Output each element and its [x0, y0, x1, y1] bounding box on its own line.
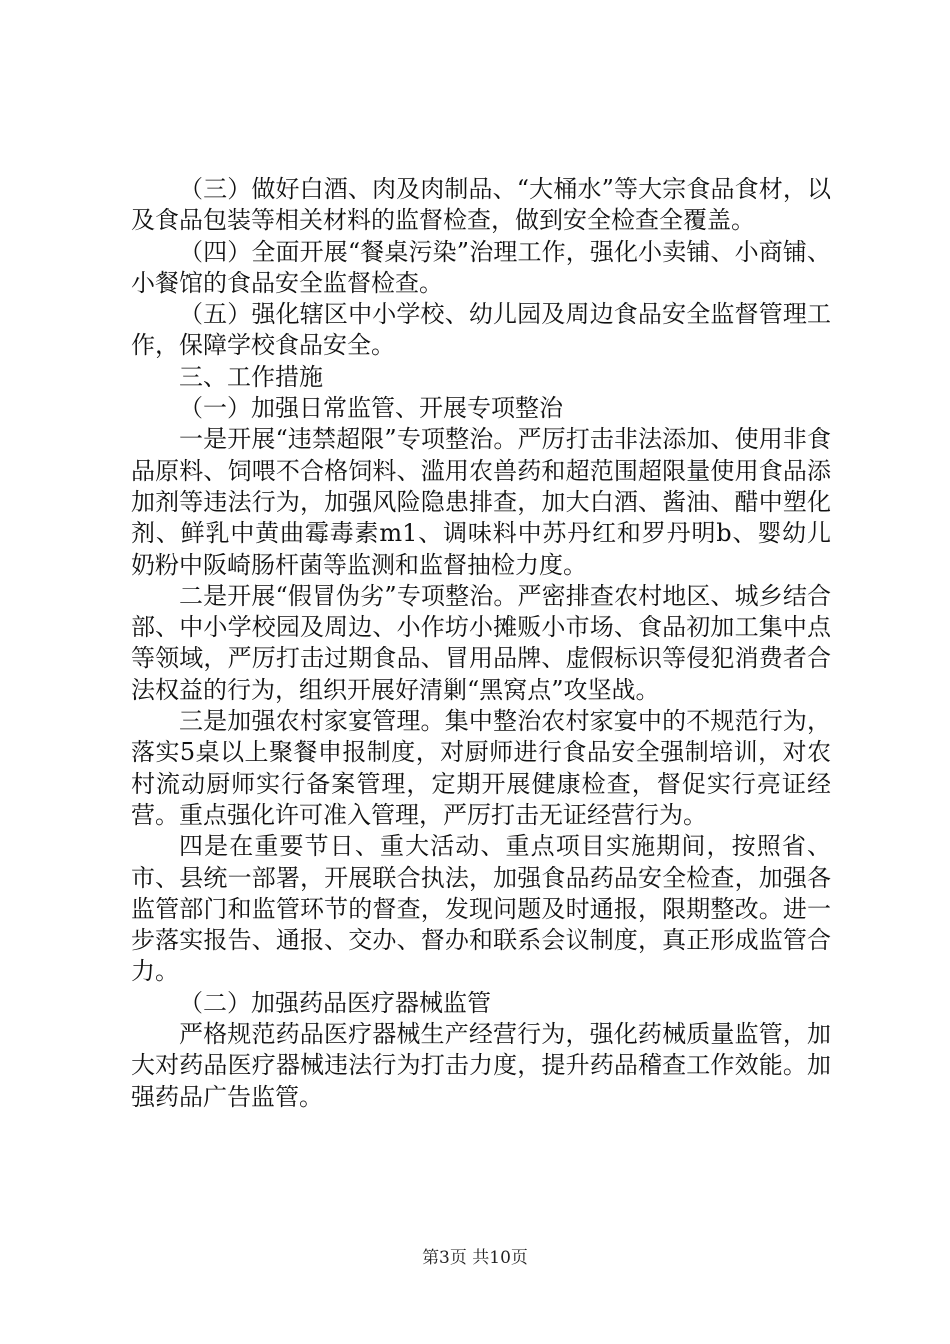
section-heading-work-measures: 三、工作措施	[179, 362, 323, 391]
paragraph-measure-4: 四是在重要节日、重大活动、重点项目实施期间，按照省、市、县统一部署，开展联合执法，加强食品药品安全检查，加强各监管部门和监管环节的督查，发现问题及时通报，限期整改。进一步落实报告、通报、交办、督办和联系会议制度，真正形成监管合力。	[131, 832, 831, 986]
document-body	[131, 174, 831, 1113]
paragraph-measure-3: 三是加强农村家宴管理。集中整治农村家宴中的不规范行为，落实5桌以上聚餐申报制度，对厨师进行食品安全强制培训，对农村流动厨师实行备案管理，定期开展健康检查，督促实行亮证经营。重点强化许可准入管理，严厉打击无证经营行为。	[131, 707, 831, 829]
subsection-heading-1: （一）加强日常监管、开展专项整治	[179, 394, 563, 423]
paragraph-item-5: （五）强化辖区中小学校、幼儿园及周边食品安全监督管理工作，保障学校食品安全。	[131, 300, 831, 360]
paragraph-measure-1: 一是开展“违禁超限”专项整治。严厉打击非法添加、使用非食品原料、饲喂不合格饲料、滥用农兽药和超范围超限量使用食品添加剂等违法行为，加强风险隐患排查，加大白酒、酱油、醋中塑化剂、鲜乳中黄曲霉毒素m1、调味料中苏丹红和罗丹明b、婴幼儿奶粉中阪崎肠杆菌等监测和监督抽检力度。	[131, 425, 831, 579]
paragraph-measure-2: 二是开展“假冒伪劣”专项整治。严密排查农村地区、城乡结合部、中小学校园及周边、小作坊小摊贩小市场、食品初加工集中点等领域，严厉打击过期食品、冒用品牌、虚假标识等侵犯消费者合法权益的行为，组织开展好清剿“黑窝点”攻坚战。	[131, 581, 831, 704]
subsection-heading-2: （二）加强药品医疗器械监管	[179, 988, 491, 1017]
paragraph-drug-supervision: 严格规范药品医疗器械生产经营行为，强化药械质量监管，加大对药品医疗器械违法行为打击力度，提升药品稽查工作效能。加强药品广告监管。	[131, 1020, 831, 1111]
paragraph-item-3: （三）做好白酒、肉及肉制品、“大桶水”等大宗食品食材，以及食品包装等相关材料的监督检查，做到安全检查全覆盖。	[131, 175, 831, 235]
page-number-footer: 第3页 共10页	[422, 1248, 528, 1268]
paragraph-item-4: （四）全面开展“餐桌污染”治理工作，强化小卖铺、小商铺、小餐馆的食品安全监督检查。	[131, 237, 831, 297]
